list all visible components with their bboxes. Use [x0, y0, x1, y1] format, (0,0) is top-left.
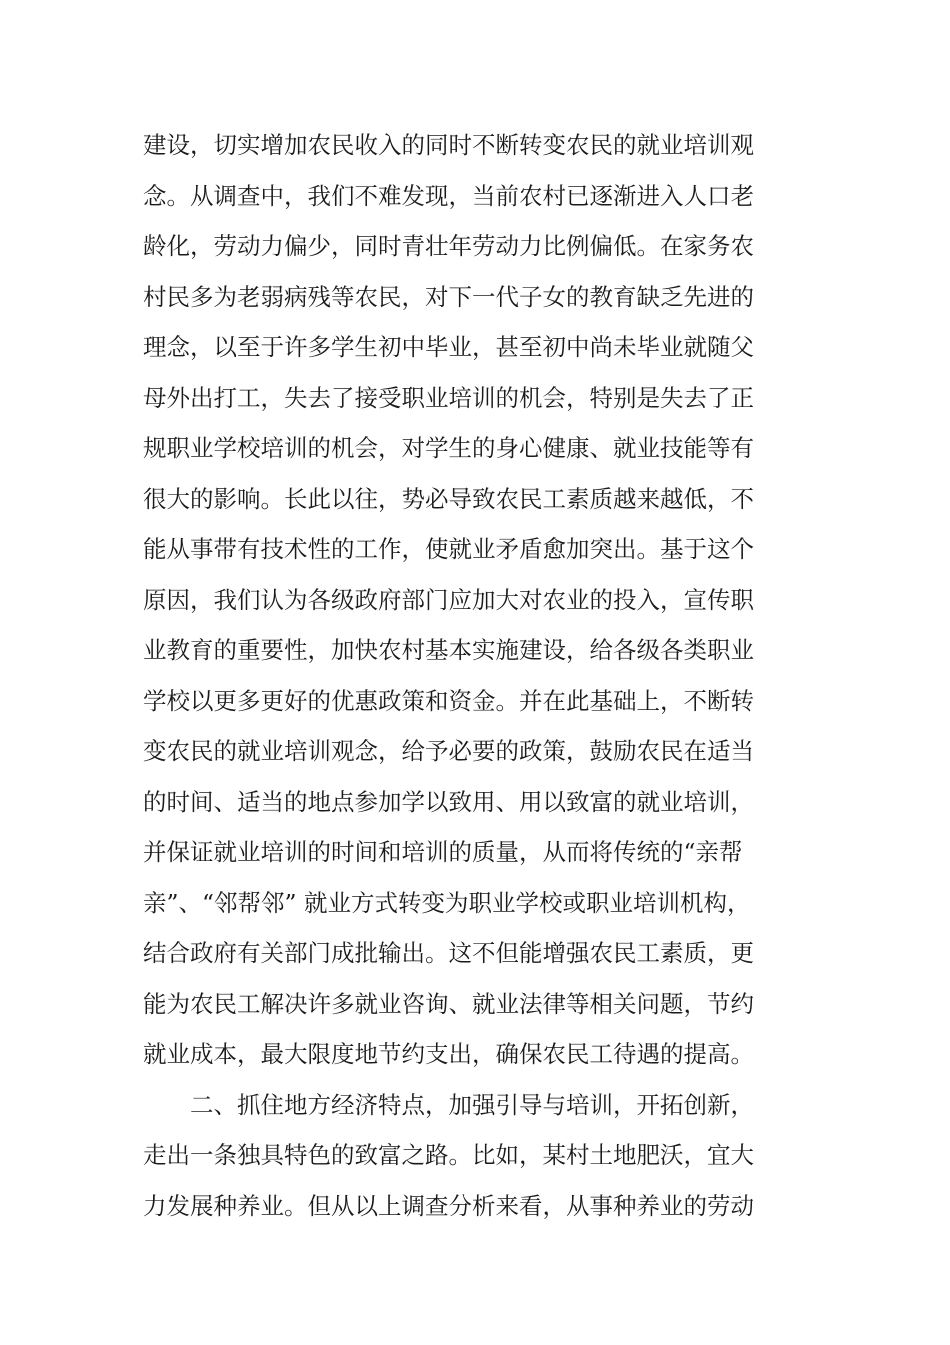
- text-line: 能从事带有技术性的工作，使就业矛盾愈加突出。基于这个: [143, 535, 754, 563]
- section-heading-line: 二、抓住地方经济特点，加强引导与培训，开拓创新，: [190, 1090, 754, 1119]
- text-line: 力发展种养业。但从以上调查分析来看，从事种养业的劳动: [143, 1191, 754, 1220]
- text-line: 的时间、适当的地点参加学以致用、用以致富的就业培训，: [143, 787, 754, 816]
- text-line: 走出一条独具特色的致富之路。比如，某村土地肥沃，宜大: [143, 1141, 754, 1169]
- text-line: 学校以更多更好的优惠政策和资金。并在此基础上，不断转: [143, 686, 754, 715]
- text-line: 念。从调查中，我们不难发现，当前农村已逐渐进入人口老: [143, 181, 754, 210]
- text-line: 结合政府有关部门成批输出。这不但能增强农民工素质，更: [143, 939, 754, 967]
- text-line: 建设，切实增加农民收入的同时不断转变农民的就业培训观: [143, 131, 754, 159]
- text-line: 理念，以至于许多学生初中毕业，甚至初中尚未毕业就随父: [143, 333, 754, 361]
- body-text: [143, 120, 783, 1231]
- text-line: 很大的影响。长此以往，势必导致农民工素质越来越低，不: [143, 484, 754, 513]
- text-line: 母外出打工，失去了接受职业培训的机会，特别是失去了正: [143, 383, 754, 412]
- text-line: 亲”、“邻帮邻” 就业方式转变为职业学校或职业培训机构，: [143, 888, 751, 917]
- text-line: 能为农民工解决许多就业咨询、就业法律等相关问题，节约: [143, 989, 754, 1018]
- text-line: 村民多为老弱病残等农民，对下一代子女的教育缺乏先进的: [143, 282, 754, 311]
- text-line: 规职业学校培训的机会，对学生的身心健康、就业技能等有: [143, 434, 754, 462]
- text-line: 龄化，劳动力偏少，同时青壮年劳动力比例偏低。在家务农: [143, 232, 754, 260]
- text-line: 就业成本，最大限度地节约支出，确保农民工待遇的提高。: [143, 1040, 754, 1068]
- text-line: 变农民的就业培训观念，给予必要的政策，鼓励农民在适当: [143, 737, 754, 765]
- text-line: 并保证就业培训的时间和培训的质量，从而将传统的“亲帮: [143, 838, 743, 866]
- text-line: 业教育的重要性，加快农村基本实施建设，给各级各类职业: [143, 636, 754, 664]
- text-line: 原因，我们认为各级政府部门应加大对农业的投入，宣传职: [143, 585, 754, 614]
